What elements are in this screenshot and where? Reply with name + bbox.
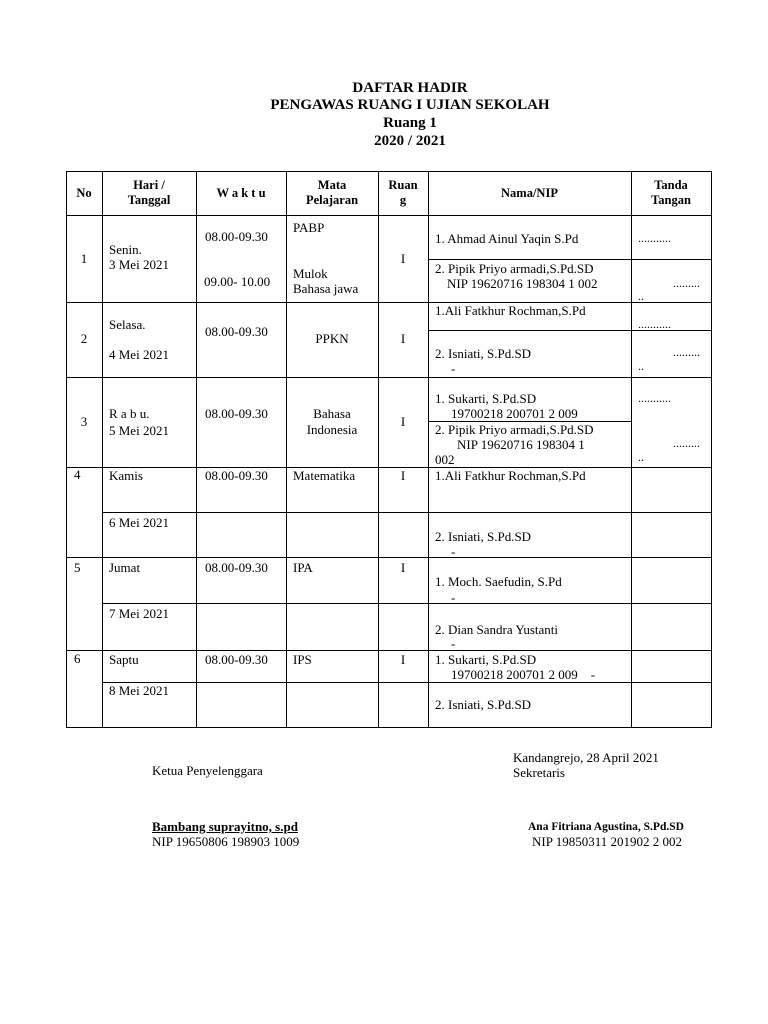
left-signer-nip: NIP 19650806 198903 1009 bbox=[152, 834, 300, 849]
header-tanda: Tanda bbox=[654, 178, 688, 192]
col-divider bbox=[428, 171, 429, 728]
date-cell: 8 Mei 2021 bbox=[109, 683, 169, 698]
header-mata: Mata bbox=[317, 178, 347, 192]
date-cell: 7 Mei 2021 bbox=[109, 606, 169, 621]
supervisor-name: 2. Pipik Priyo armadi,S.Pd.SD bbox=[435, 261, 594, 276]
time-cell: 08.00-09.30 bbox=[205, 560, 268, 575]
supervisor-name: 2. Isniati, S.Pd.SD bbox=[435, 697, 532, 712]
room-cell: I bbox=[400, 251, 406, 266]
day-cell: Saptu bbox=[109, 652, 139, 667]
row-number: 6 bbox=[74, 651, 81, 666]
day-cell: Selasa. bbox=[109, 317, 146, 332]
right-signer-name: Ana Fitriana Agustina, S.Pd.SD bbox=[528, 821, 684, 833]
room-cell: I bbox=[400, 560, 406, 575]
left-signer-role: Ketua Penyelenggara bbox=[152, 763, 263, 778]
row-number: 2 bbox=[80, 331, 88, 346]
table-border-top bbox=[66, 171, 712, 172]
time-cell: 09.00- 10.00 bbox=[204, 274, 271, 289]
day-cell: Kamis bbox=[109, 468, 143, 483]
header-waktu: W a k t u bbox=[216, 186, 266, 200]
subject-cell: IPS bbox=[293, 652, 312, 667]
signature-line: ......... bbox=[673, 436, 700, 450]
row-number: 4 bbox=[74, 467, 81, 482]
supervisor-name: 1. Sukarti, S.Pd.SD bbox=[435, 652, 537, 667]
header-ruang-g: g bbox=[399, 193, 407, 207]
supervisor-nip: 002 bbox=[435, 452, 455, 467]
day-cell: Jumat bbox=[109, 560, 141, 575]
supervisor-nip: NIP 19620716 198304 1 bbox=[457, 437, 585, 452]
room-cell: I bbox=[400, 468, 406, 483]
header-ruang: Ruan bbox=[388, 178, 418, 192]
placeholder-dash: - bbox=[451, 590, 456, 605]
subrow-divider bbox=[102, 603, 712, 604]
time-cell: 08.00-09.30 bbox=[205, 468, 268, 483]
place-date: Kandangrejo, 28 April 2021 bbox=[513, 750, 659, 765]
subrow-divider bbox=[102, 682, 712, 683]
subrow-divider bbox=[428, 259, 712, 260]
header-tanggal: Tanggal bbox=[127, 193, 171, 207]
col-divider bbox=[102, 171, 103, 728]
table-border-bottom bbox=[66, 727, 712, 728]
header-tangan: Tangan bbox=[651, 193, 691, 207]
time-cell: 08.00-09.30 bbox=[205, 652, 268, 667]
row-divider bbox=[66, 557, 712, 558]
time-cell: 08.00-09.30 bbox=[205, 229, 268, 244]
supervisor-name: 2. Dian Sandra Yustanti bbox=[435, 622, 558, 637]
supervisor-name: 1.Ali Fatkhur Rochman,S.Pd bbox=[435, 468, 586, 483]
header-hari: Hari / bbox=[133, 178, 165, 192]
signature-line: ......... bbox=[673, 276, 700, 290]
left-signer-name: Bambang suprayitno, s.pd bbox=[152, 819, 298, 834]
placeholder-dash: - bbox=[451, 636, 456, 651]
supervisor-nip: NIP 19620716 198304 1 002 bbox=[447, 276, 598, 291]
subject-cell: Bahasa bbox=[313, 406, 351, 421]
header-divider bbox=[66, 215, 712, 216]
supervisor-name: 2. Isniati, S.Pd.SD bbox=[435, 346, 532, 361]
placeholder-dash: - bbox=[451, 361, 456, 376]
row-divider bbox=[66, 302, 712, 303]
time-cell: 08.00-09.30 bbox=[205, 406, 268, 421]
right-signer-role: Sekretaris bbox=[513, 765, 565, 780]
document-subtitle: PENGAWAS RUANG I UJIAN SEKOLAH bbox=[270, 97, 550, 113]
row-divider bbox=[66, 650, 712, 651]
room-cell: I bbox=[400, 414, 406, 429]
signature-line: ........... bbox=[638, 231, 671, 245]
school-year: 2020 / 2021 bbox=[374, 133, 446, 149]
right-signer-nip: NIP 19850311 201902 2 002 bbox=[532, 834, 682, 849]
subrow-divider bbox=[102, 512, 712, 513]
day-cell: Senin. bbox=[109, 242, 142, 257]
header-pelajaran: Pelajaran bbox=[305, 193, 359, 207]
document-title: DAFTAR HADIR bbox=[352, 80, 468, 96]
room-cell: I bbox=[400, 331, 406, 346]
row-number: 5 bbox=[74, 560, 81, 575]
row-divider bbox=[66, 377, 712, 378]
signature-line: .. bbox=[638, 289, 644, 303]
supervisor-nip: 19700218 200701 2 009 - bbox=[451, 667, 596, 682]
supervisor-nip: 19700218 200701 2 009 bbox=[451, 406, 578, 421]
supervisor-name: 2. Isniati, S.Pd.SD bbox=[435, 529, 532, 544]
subject-cell: Indonesia bbox=[306, 422, 358, 437]
header-no: No bbox=[76, 186, 92, 200]
supervisor-name: 1. Moch. Saefudin, S.Pd bbox=[435, 574, 562, 589]
signature-line: .. bbox=[638, 450, 644, 464]
subject-cell: PPKN bbox=[315, 331, 349, 346]
supervisor-name: 1.Ali Fatkhur Rochman,S.Pd bbox=[435, 303, 586, 318]
day-cell: R a b u. bbox=[109, 406, 150, 421]
subject-cell: Mulok bbox=[293, 266, 328, 281]
date-cell: 5 Mei 2021 bbox=[109, 423, 169, 438]
table-border-right bbox=[711, 171, 712, 728]
header-nama-nip: Nama/NIP bbox=[501, 186, 558, 200]
col-divider bbox=[196, 171, 197, 728]
supervisor-name: 1. Ahmad Ainul Yaqin S.Pd bbox=[435, 231, 579, 246]
subject-cell: Matematika bbox=[293, 468, 356, 483]
date-cell: 4 Mei 2021 bbox=[109, 347, 169, 362]
supervisor-name: 2. Pipik Priyo armadi,S.Pd.SD bbox=[435, 422, 594, 437]
supervisor-name: 1. Sukarti, S.Pd.SD bbox=[435, 391, 537, 406]
room-cell: I bbox=[400, 652, 406, 667]
subject-cell: IPA bbox=[293, 560, 313, 575]
col-divider bbox=[631, 171, 632, 728]
row-number: 3 bbox=[80, 414, 88, 429]
time-cell: 08.00-09.30 bbox=[205, 324, 268, 339]
date-cell: 3 Mei 2021 bbox=[109, 257, 169, 272]
subject-cell: PABP bbox=[293, 220, 325, 235]
col-divider bbox=[286, 171, 287, 728]
room-label: Ruang 1 bbox=[383, 115, 437, 131]
row-number: 1 bbox=[80, 251, 88, 266]
signature-line: .. bbox=[638, 359, 644, 373]
signature-line: ........... bbox=[638, 391, 671, 405]
placeholder-dash: - bbox=[451, 544, 456, 559]
signature-line: ........... bbox=[638, 317, 671, 331]
subject-cell: Bahasa jawa bbox=[293, 281, 359, 296]
signature-line: ......... bbox=[673, 345, 700, 359]
date-cell: 6 Mei 2021 bbox=[109, 515, 169, 530]
